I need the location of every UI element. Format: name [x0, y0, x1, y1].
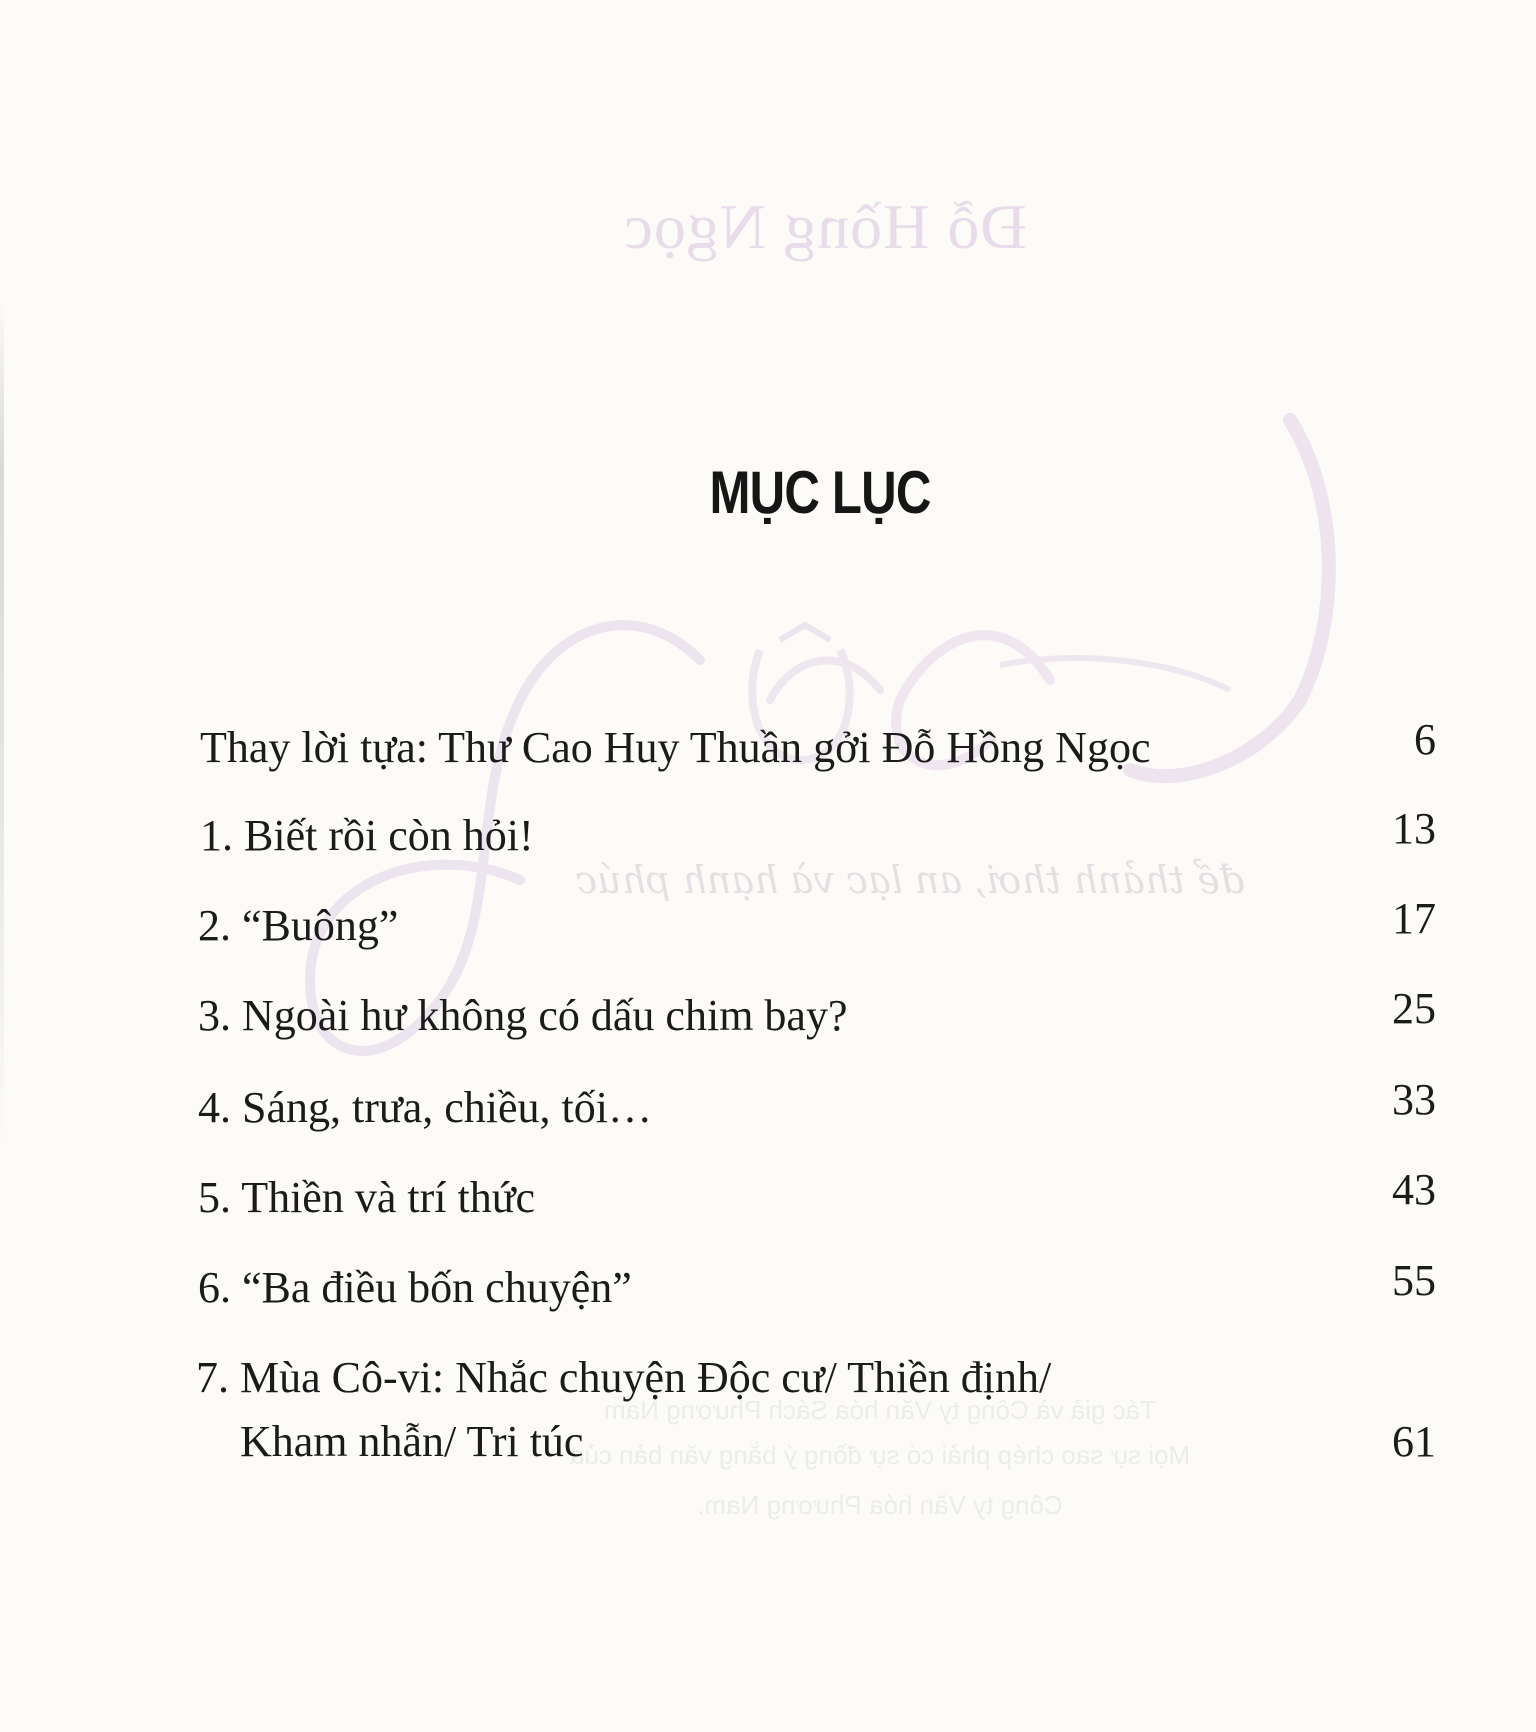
toc-entry-title: 4. Sáng, trưa, chiều, tối…: [198, 1083, 652, 1132]
toc-entry-page: 13: [1392, 804, 1436, 853]
toc-entry-title-line2: Kham nhẫn/ Tri túc: [240, 1417, 584, 1466]
toc-entry-title: 5. Thiền và trí thức: [198, 1173, 536, 1222]
toc-entry-title: 1. Biết rồi còn hỏi!: [200, 811, 534, 860]
toc-entry-page: 33: [1392, 1075, 1436, 1124]
toc-entry-page: 61: [1392, 1417, 1436, 1466]
toc-entry-title: 6. “Ba điều bốn chuyện”: [198, 1263, 632, 1312]
bleed-through-imprint-1: Tác giả và Công ty Văn hóa Sách Phương Nam: [604, 1395, 1156, 1425]
bleed-through-author: Đỗ Hồng Ngọc: [623, 191, 1027, 262]
toc-entry-page: 17: [1392, 894, 1436, 943]
toc-entry-title-line1: 7. Mùa Cô-vi: Nhắc chuyện Độc cư/ Thiền định/: [196, 1353, 1052, 1402]
page-title: MỤC LỤC: [709, 459, 931, 526]
bleed-through-imprint-2: Mọi sự sao chép phải có sự đồng ý bằng văn bản của: [569, 1440, 1191, 1470]
toc-entry-page: 25: [1392, 984, 1436, 1033]
bleed-through-imprint-3: Công ty Văn hóa Phương Nam.: [697, 1490, 1063, 1520]
toc-entry-title: 3. Ngoài hư không có dấu chim bay?: [198, 991, 848, 1040]
toc-entry-title: Thay lời tựa: Thư Cao Huy Thuần gởi Đỗ Hồng Ngọc: [200, 723, 1151, 772]
toc-entry-page: 6: [1414, 715, 1436, 764]
toc-entry-page: 43: [1392, 1165, 1436, 1214]
toc-entry-page: 55: [1392, 1256, 1436, 1305]
bleed-through-subtitle: để thảnh thơi, an lạc và hạnh phúc: [575, 858, 1245, 902]
toc-entry-title: 2. “Buông”: [198, 901, 399, 950]
